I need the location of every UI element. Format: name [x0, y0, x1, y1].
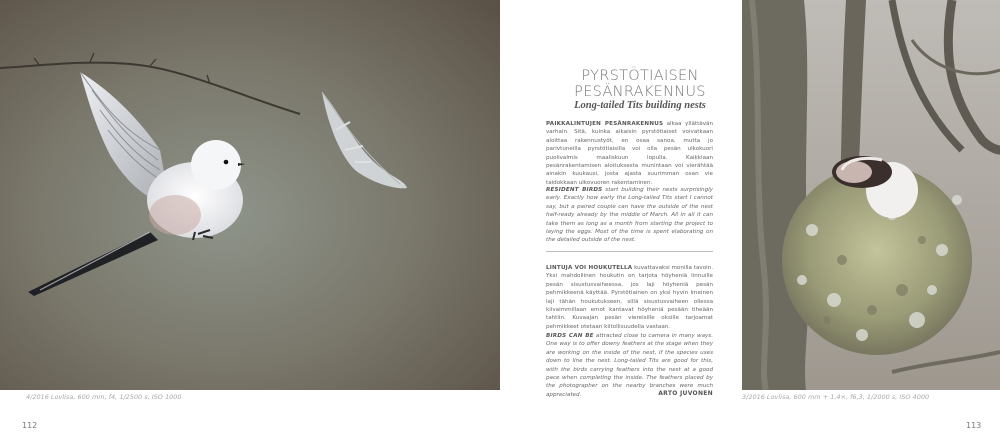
- flying-tit-photo: [0, 0, 500, 390]
- author-name: ARTO JUVONEN: [658, 390, 713, 397]
- flying-tit-illustration: [0, 0, 500, 390]
- paragraph-finnish-2: [546, 264, 713, 331]
- page-number-right: 113: [966, 421, 982, 430]
- paragraph-body: attracted close to camera in many ways. One way is to offer downy feathers at the stage when they are working on the inside of the nest, if the species uses down to line the nest. Long-tailed Tits are good for this, with the birds carrying feathers into the nest at a good pace when completing the inside. The feathers placed by the photographer on the nearby branches were much appreciated.: [546, 333, 713, 398]
- nest-illustration: [742, 0, 1000, 390]
- paragraph-body: alkaa yllättävän varhain. Sitä, kuinka aikaisin pyrstötiaiset voivatkaan aloittaa rakennustyöt, en osaa sanoa, mutta jo parivtuneilla pyrstötiaisilla voi olla pesän ulkokuori puolivalmis maaliskuun lopulla. Kaikkiaan pesänrakentamisen aloituksesta munintaan voi vierähtää ainakin kuukausi, josta ajasta suurimman osan vie taidokkaan ulkovuoren rakentaminen.: [546, 121, 713, 186]
- right-photo-caption: 3/2016 Lovlisa, 600 mm + 1,4×, f6,3, 1/2000 s, ISO 4000: [742, 393, 930, 401]
- page-number-left: 112: [22, 421, 38, 430]
- nest-photo: [742, 0, 1000, 390]
- paragraph-english-1: [546, 186, 713, 245]
- paragraph-lead: PAIKKALINTUJEN PESÄNRAKENNUS: [546, 121, 664, 127]
- left-photo-caption: 4/2016 Lovlisa, 600 mm, f4, 1/2500 s, ISO 1000: [26, 393, 182, 401]
- paragraph-body: kuvattavaksi monilla tavoin. Yksi mahdollinen houkutin on tarjota höyheniä linnuille pesän sisustusvaiheessa, jos laji höyheniä pesän pehmikkeenä käyttää. Pyrstötiainen on yksi hyvin lmeinen laji tähän houkutukseen, sillä sisustusvaiheen ollessa kiivaimmillaan emot kantavat höyheniä pesään tiheään tahtiin. Kuvaajan pesän viereisille oksille tarjoamat pehmikkeet otetaan kiitollisuudella vastaan.: [546, 265, 713, 330]
- paragraph-lead: LINTUJA VOI HOUKUTELLA: [546, 265, 633, 271]
- section-divider: [546, 251, 713, 252]
- paragraph-lead: RESIDENT BIRDS: [546, 187, 603, 193]
- article-title-finnish: [540, 68, 740, 100]
- paragraph-body: start building their nests surprisingly early. Exactly how early the Long-tailed Tits start I cannot say, but a paired couple can have the outside of the nest half-ready already by the middle of March. All in all it can take them as long as a month from starting the project to laying the eggs. Most of the time is spent elaborating on the detailed outside of the nest.: [546, 187, 713, 244]
- title-fi-line2: PESÄNRAKENNUS: [574, 84, 706, 100]
- article-text-page: [500, 0, 742, 445]
- article-title-english: Long-tailed Tits building nests: [574, 100, 706, 111]
- paragraph-lead: BIRDS CAN BE: [546, 333, 594, 339]
- title-fi-line1: PYRSTÖTIAISEN: [581, 68, 699, 84]
- paragraph-finnish-1: [546, 120, 713, 187]
